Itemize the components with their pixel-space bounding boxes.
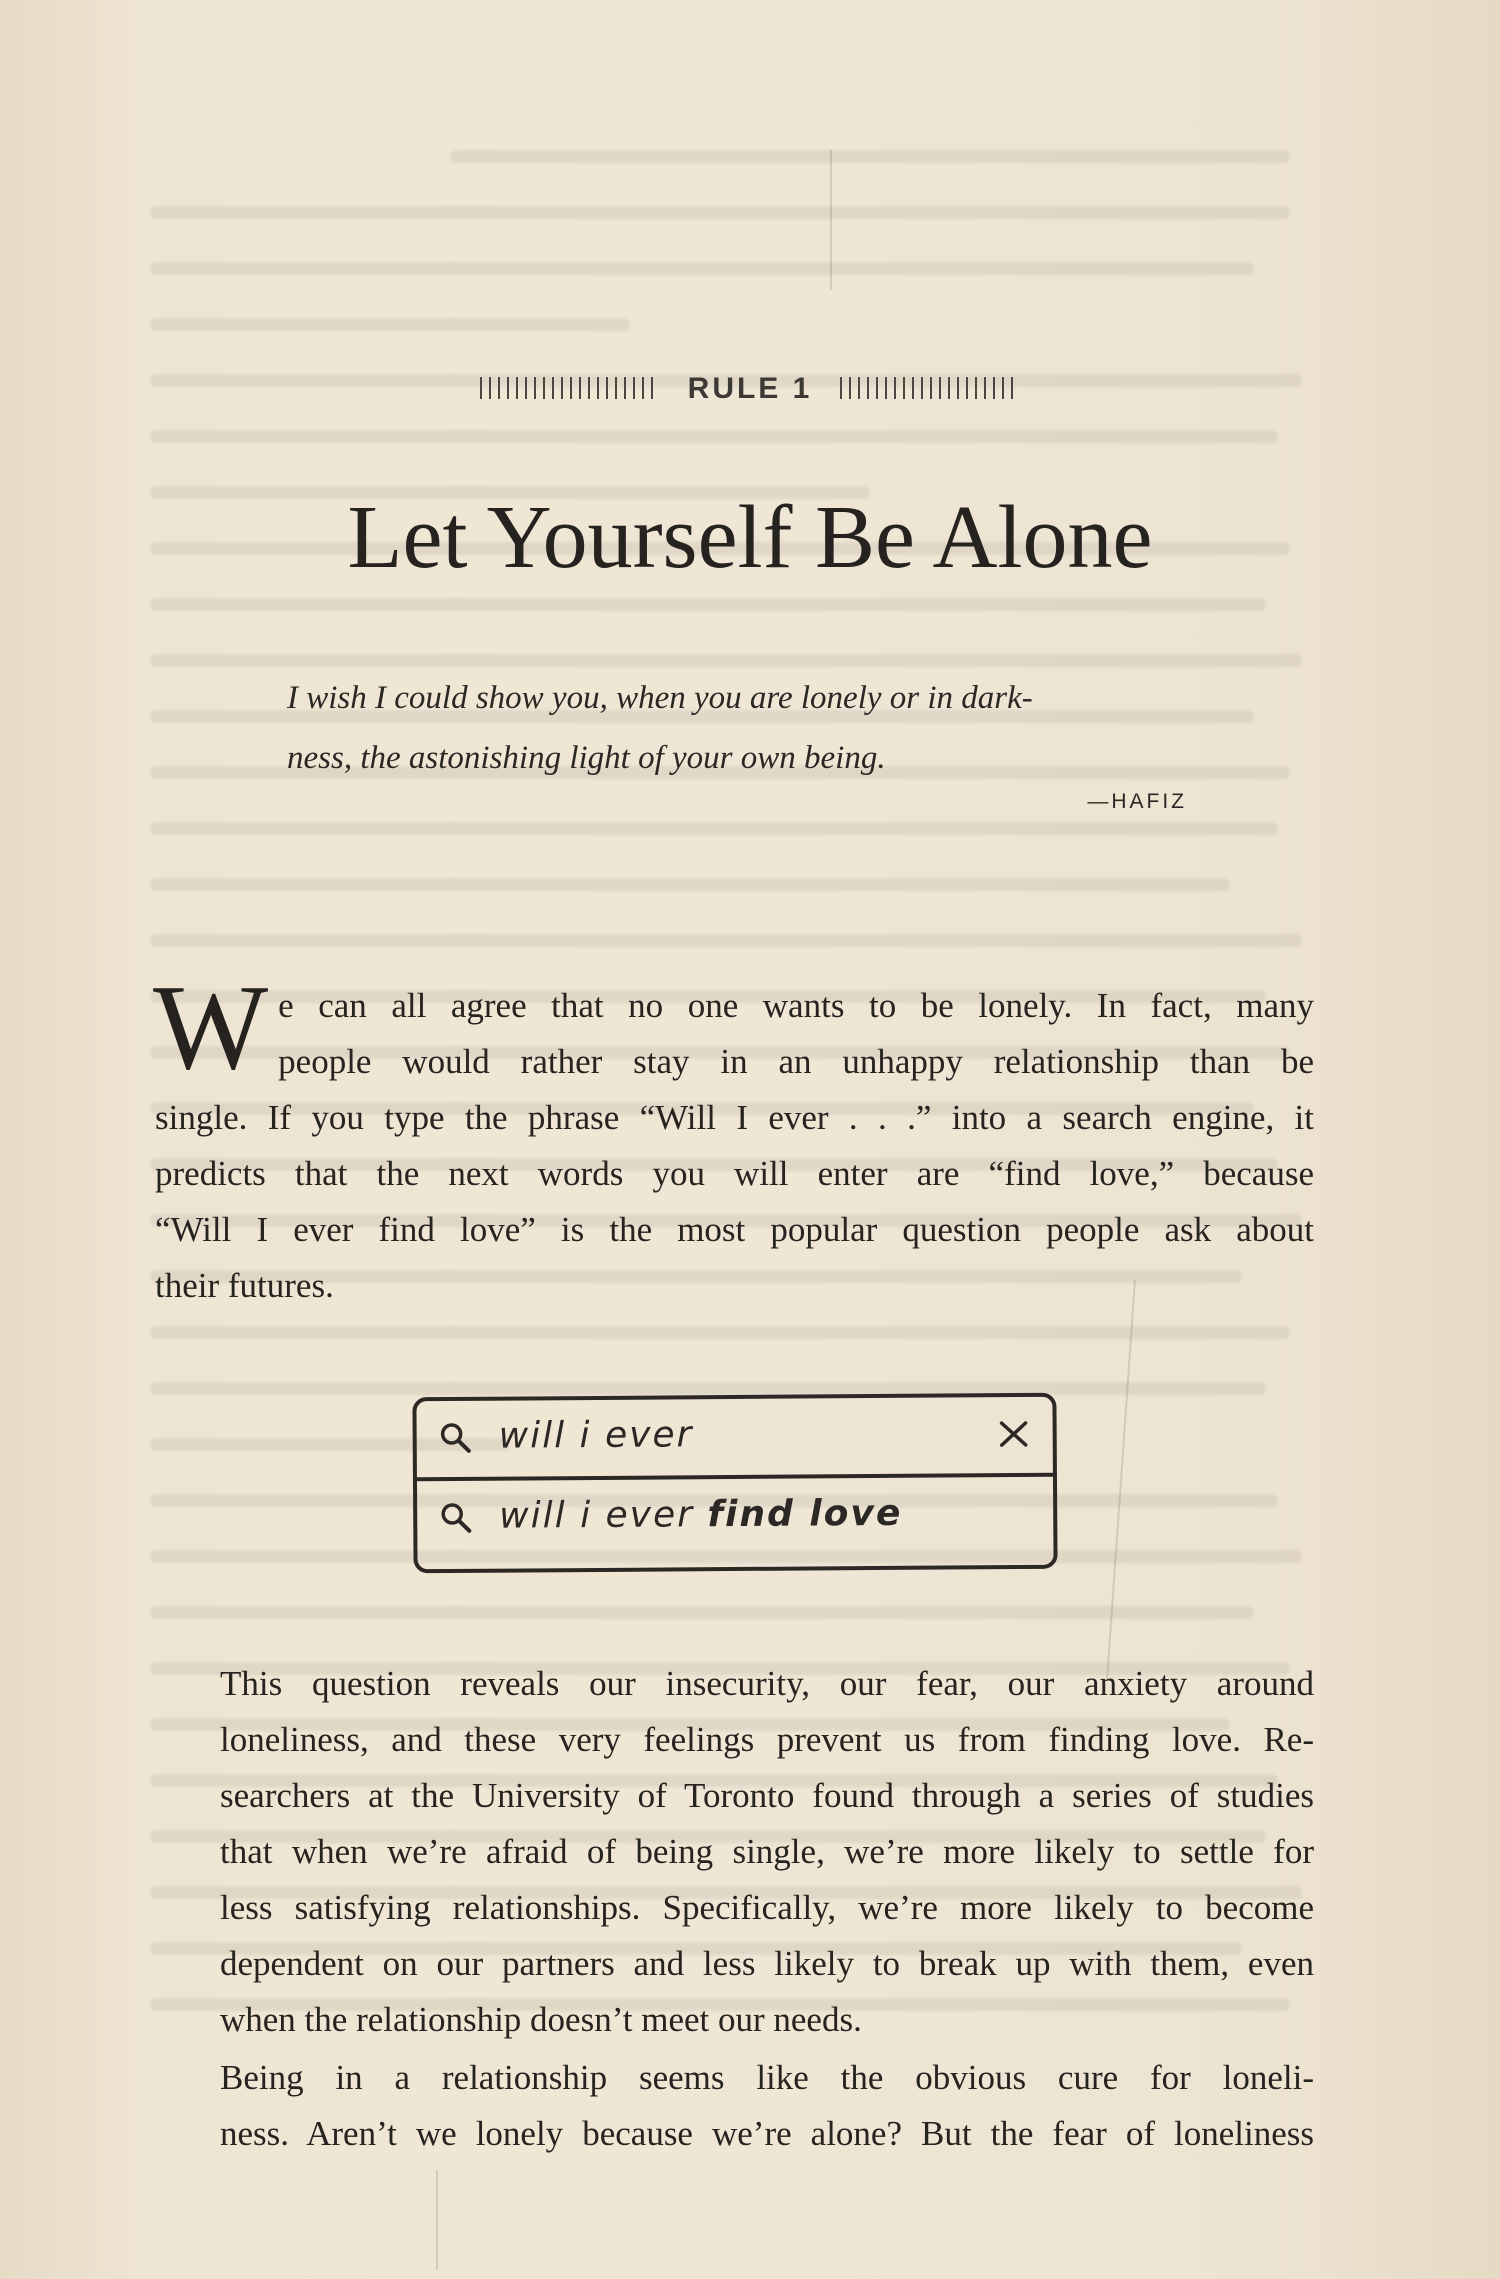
suggestion-bold: find love <box>707 1492 903 1536</box>
epigraph-author: —HAFIZ <box>1087 790 1187 813</box>
search-icon <box>439 1421 473 1455</box>
text-line: that when we’re afraid of being single, we’re more likely to settle for <box>220 1832 1314 1871</box>
search-suggestion-text <box>499 1493 902 1537</box>
paragraph-3 <box>155 2050 1314 2162</box>
page-crease <box>830 150 832 290</box>
text-line: e can all agree that no one wants to be lonely. In fact, many <box>278 986 1314 1025</box>
page-crease <box>1106 1280 1136 1679</box>
epigraph-line: ness, the astonishing light of your own being. <box>287 740 886 776</box>
text-line: searchers at the University of Toronto found through a series of studies <box>220 1776 1314 1815</box>
page-crease <box>436 2170 438 2270</box>
text-line: their futures. <box>155 1266 334 1305</box>
chapter-title: Let Yourself Be Alone <box>347 488 1153 587</box>
text-line: predicts that the next words you will enter are “find love,” because <box>155 1154 1314 1193</box>
decorative-rule-left <box>480 377 660 399</box>
text-line: less satisfying relationships. Specifically, we’re more likely to become <box>220 1888 1314 1927</box>
suggestion-prefix: will i ever <box>499 1494 695 1537</box>
text-line: loneliness, and these very feelings prevent us from finding love. Re- <box>220 1720 1314 1759</box>
text-line: “Will I ever find love” is the most popular question people ask about <box>155 1210 1314 1249</box>
search-query-text: will i ever <box>498 1414 694 1457</box>
search-box-illustration <box>412 1393 1057 1573</box>
rule-label: RULE 1 <box>687 372 813 405</box>
close-icon <box>997 1417 1031 1451</box>
drop-cap: W <box>153 960 269 1095</box>
decorative-rule-right <box>840 377 1020 399</box>
chapter-rule-heading <box>0 372 1500 406</box>
text-line: dependent on our partners and less likely to break up with them, even <box>220 1944 1314 1983</box>
search-icon <box>439 1501 473 1535</box>
text-line: This question reveals our insecurity, our fear, our anxiety around <box>220 1664 1314 1703</box>
text-line: Being in a relationship seems like the obvious cure for loneli- <box>220 2058 1314 2097</box>
paragraph-2 <box>155 1656 1314 2048</box>
search-suggestion-row <box>417 1477 1054 1557</box>
text-line: when the relationship doesn’t meet our needs. <box>220 2000 862 2039</box>
epigraph-quote <box>287 668 1187 788</box>
text-line: people would rather stay in an unhappy relationship than be <box>278 1042 1314 1081</box>
paragraph-1 <box>153 960 1314 1314</box>
text-line: single. If you type the phrase “Will I ever . . .” into a search engine, it <box>155 1098 1314 1137</box>
text-line: ness. Aren’t we lonely because we’re alone? But the fear of loneliness <box>220 2114 1314 2153</box>
search-query-row <box>416 1397 1053 1481</box>
epigraph-line: I wish I could show you, when you are lonely or in dark- <box>287 680 1033 716</box>
